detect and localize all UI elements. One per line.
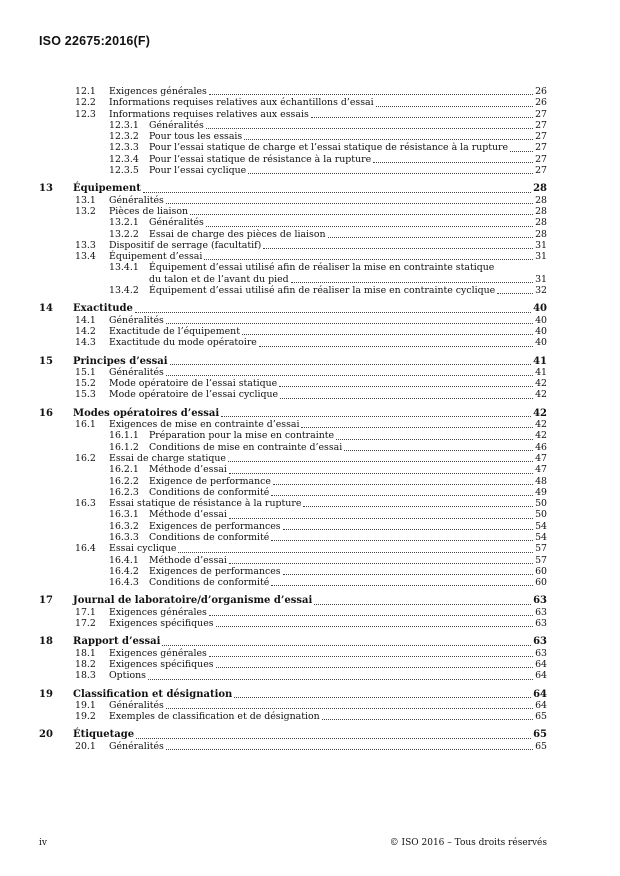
toc-entry[interactable]: [39, 285, 547, 296]
dot-leader: [279, 386, 533, 387]
toc-entry[interactable]: [39, 378, 547, 389]
toc-entry-page: 42: [535, 430, 547, 442]
toc-entry[interactable]: [39, 636, 547, 647]
toc-entry[interactable]: [39, 521, 547, 532]
toc-entry-number: 17: [39, 595, 53, 607]
document-code: ISO 22675:2016(F): [39, 34, 151, 48]
dot-leader: [209, 615, 533, 616]
toc-entry-title: Méthode d’essai: [149, 464, 227, 476]
toc-entry-title: Informations requises relatives aux essais: [109, 108, 309, 120]
toc-entry-number: 13.4.1: [109, 262, 139, 274]
toc-entry[interactable]: [39, 659, 547, 670]
toc-entry[interactable]: [39, 389, 547, 400]
toc-entry[interactable]: [39, 183, 547, 194]
toc-entry[interactable]: [39, 251, 547, 262]
dot-leader: [221, 416, 531, 417]
toc-entry-title: Méthode d’essai: [149, 554, 227, 566]
toc-entry-number: 16.3: [75, 498, 96, 510]
toc-entry-title: Options: [109, 670, 146, 682]
toc-entry[interactable]: [39, 498, 547, 509]
toc-entry[interactable]: [39, 453, 547, 464]
toc-entry[interactable]: [39, 262, 547, 273]
toc-entry-number: 15.3: [75, 389, 96, 401]
dot-leader: [291, 282, 533, 283]
toc-entry-continuation[interactable]: [39, 274, 547, 285]
toc-entry[interactable]: [39, 670, 547, 681]
toc-entry-title: Équipement d’essai: [109, 251, 203, 263]
dot-leader: [242, 334, 533, 335]
dot-leader: [216, 626, 533, 627]
dot-leader: [271, 540, 533, 541]
dot-leader: [344, 450, 533, 451]
toc-entry-page: 57: [535, 554, 547, 566]
toc-entry-title: Méthode d’essai: [149, 509, 227, 521]
toc-entry-page: 47: [535, 464, 547, 476]
dot-leader: [206, 128, 533, 129]
toc-entry[interactable]: [39, 240, 547, 251]
toc-entry[interactable]: [39, 648, 547, 659]
toc-entry-title: Exactitude du mode opératoire: [109, 337, 257, 349]
dot-leader: [376, 106, 533, 107]
dot-leader: [280, 398, 533, 399]
toc-entry-title: Généralités: [109, 366, 164, 378]
toc-entry-number: 18.2: [75, 658, 96, 670]
toc-entry-page: 63: [533, 636, 547, 648]
toc-entry[interactable]: [39, 97, 547, 108]
toc-entry-title: Exigence de performance: [149, 475, 271, 487]
toc-entry-number: 13: [39, 183, 53, 195]
toc-entry-number: 18: [39, 636, 53, 648]
toc-entry-page: 27: [535, 131, 547, 143]
toc-entry[interactable]: [39, 86, 547, 97]
dot-leader: [166, 749, 533, 750]
dot-leader: [209, 94, 533, 95]
toc-entry-number: 16.3.1: [109, 509, 139, 521]
toc-entry-page: 27: [535, 153, 547, 165]
toc-entry[interactable]: [39, 689, 547, 700]
toc-entry-page: 63: [535, 606, 547, 618]
toc-entry-title: Pour l’essai statique de résistance à la rupture: [149, 153, 372, 165]
dot-leader: [166, 203, 533, 204]
toc-entry-number: 15.2: [75, 378, 96, 390]
toc-entry-title: Généralités: [109, 194, 164, 206]
toc-entry-title: Journal de laboratoire/d’organisme d’essai: [73, 595, 313, 607]
toc-entry-title: Classification et désignation: [73, 688, 233, 700]
toc-entry-number: 13.4: [75, 251, 96, 263]
toc-entry-title: Généralités: [109, 699, 164, 711]
toc-entry-page: 64: [535, 670, 547, 682]
toc-entry-title: Équipement d’essai utilisé afin de réaliser la mise en contrainte cyclique: [149, 285, 496, 297]
toc-entry-number: 13.1: [75, 194, 96, 206]
toc-entry-page: 54: [535, 531, 547, 543]
toc-entry-title: Exigences spécifiques: [109, 658, 214, 670]
toc-entry-title: Essai de charge des pièces de liaison: [149, 228, 326, 240]
dot-leader: [244, 139, 533, 140]
toc-entry-page: 27: [535, 142, 547, 154]
toc-entry-title: Exactitude de l’équipement: [109, 325, 240, 337]
toc-entry-title: Exigences de performances: [149, 565, 281, 577]
toc-entry[interactable]: [39, 430, 547, 441]
dot-leader: [510, 151, 533, 152]
toc-entry-title: Pour l’essai cyclique: [149, 165, 247, 177]
toc-entry-title: Conditions de conformité: [149, 486, 270, 498]
toc-entry[interactable]: [39, 109, 547, 120]
dot-leader: [216, 667, 533, 668]
toc-entry-title: Exigences générales: [109, 647, 207, 659]
toc-entry-page: 27: [535, 119, 547, 131]
toc-entry[interactable]: [39, 195, 547, 206]
toc-entry-number: 16.4.1: [109, 554, 139, 566]
toc-entry-page: 31: [535, 273, 547, 285]
dot-leader: [314, 604, 531, 605]
toc-entry-title: Exemples de classification et de désignation: [109, 711, 320, 723]
dot-leader: [166, 375, 533, 376]
toc-entry-title: Exigences de mise en contrainte d’essai: [109, 419, 300, 431]
toc-entry[interactable]: [39, 476, 547, 487]
toc-entry[interactable]: [39, 543, 547, 554]
dot-leader: [228, 461, 533, 462]
toc-entry-number: 16.4.3: [109, 577, 139, 589]
toc-entry[interactable]: [39, 618, 547, 629]
toc-entry[interactable]: [39, 206, 547, 217]
toc-entry-number: 16.3.3: [109, 531, 139, 543]
toc-entry-title: Généralités: [109, 314, 164, 326]
toc-entry[interactable]: [39, 315, 547, 326]
toc-entry[interactable]: [39, 711, 547, 722]
toc-entry-number: 12.3: [75, 108, 96, 120]
toc-entry-page: 31: [535, 239, 547, 251]
page-number: iv: [39, 838, 47, 848]
toc-entry[interactable]: [39, 367, 547, 378]
toc-entry-number: 14.1: [75, 314, 96, 326]
toc-entry-number: 17.2: [75, 618, 96, 630]
toc-entry-number: 14.2: [75, 325, 96, 337]
toc-entry[interactable]: [39, 356, 547, 367]
toc-entry-page: 65: [535, 740, 547, 752]
toc-entry[interactable]: [39, 700, 547, 711]
dot-leader: [166, 323, 533, 324]
toc-entry-page: 41: [535, 366, 547, 378]
toc-entry-title: Généralités: [109, 740, 164, 752]
dot-leader: [497, 293, 533, 294]
dot-leader: [135, 312, 531, 313]
toc-entry-number: 12.3.1: [109, 119, 139, 131]
toc-entry-title: Exigences générales: [109, 606, 207, 618]
toc-entry-title: Exigences générales: [109, 86, 207, 97]
toc-entry-title: Préparation pour la mise en contrainte: [149, 430, 335, 442]
toc-entry-page: 50: [535, 498, 547, 510]
toc-entry-title: Mode opératoire de l’essai cyclique: [109, 389, 279, 401]
dot-leader: [178, 552, 533, 553]
dot-leader: [136, 738, 531, 739]
toc-entry-title: Rapport d’essai: [73, 636, 161, 648]
toc-entry-title: Étiquetage: [73, 729, 135, 741]
toc-entry-page: 42: [535, 378, 547, 390]
dot-leader: [311, 117, 533, 118]
toc-entry-number: 16.1.1: [109, 430, 139, 442]
toc-entry-number: 20.1: [75, 740, 96, 752]
toc-entry-page: 28: [535, 194, 547, 206]
toc-entry-title: Conditions de conformité: [149, 577, 270, 589]
toc-entry[interactable]: [39, 532, 547, 543]
toc-entry[interactable]: [39, 303, 547, 314]
toc-entry-page: 63: [535, 647, 547, 659]
toc-entry-number: 19.1: [75, 699, 96, 711]
toc-entry-number: 14.3: [75, 337, 96, 349]
toc-entry[interactable]: [39, 229, 547, 240]
dot-leader: [234, 697, 531, 698]
toc-entry-page: 42: [535, 389, 547, 401]
toc-entry[interactable]: [39, 741, 547, 752]
toc-entry[interactable]: [39, 607, 547, 618]
toc-entry[interactable]: [39, 729, 547, 740]
dot-leader: [263, 248, 533, 249]
toc-entry[interactable]: [39, 337, 547, 348]
dot-leader: [301, 427, 533, 428]
toc-entry-number: 16.2: [75, 452, 96, 464]
toc-entry-title-continued: du talon et de l’avant du pied: [149, 273, 289, 285]
toc-entry-number: 16.1.2: [109, 441, 139, 453]
dot-leader: [248, 173, 533, 174]
toc-entry-number: 18.1: [75, 647, 96, 659]
toc-entry-title: Conditions de mise en contrainte d’essai: [149, 441, 343, 453]
toc-entry[interactable]: [39, 555, 547, 566]
toc-entry-page: 40: [533, 303, 547, 315]
toc-entry-number: 18.3: [75, 670, 96, 682]
dot-leader: [229, 563, 533, 564]
toc-entry-title: Pour tous les essais: [149, 131, 243, 143]
toc-entry-page: 48: [535, 475, 547, 487]
toc-entry-number: 13.2: [75, 205, 96, 217]
toc-entry-page: 64: [533, 688, 547, 700]
toc-entry-number: 17.1: [75, 606, 96, 618]
toc-entry-title: Dispositif de serrage (facultatif): [109, 239, 262, 251]
toc-entry-page: 42: [535, 419, 547, 431]
dot-leader: [336, 439, 533, 440]
toc-entry[interactable]: [39, 419, 547, 430]
toc-entry[interactable]: [39, 442, 547, 453]
dot-leader: [229, 518, 533, 519]
toc-entry-title: Pièces de liaison: [109, 205, 189, 217]
toc-entry-title: Essai cyclique: [109, 543, 177, 555]
toc-entry[interactable]: [39, 464, 547, 475]
toc-entry-number: 19.2: [75, 711, 96, 723]
toc-entry-number: 16.4.2: [109, 565, 139, 577]
toc-entry-title: Exigences de performances: [149, 520, 281, 532]
toc-entry[interactable]: [39, 142, 547, 153]
dot-leader: [259, 346, 533, 347]
toc-entry-title: Pour l’essai statique de charge et l’essai statique de résistance à la rupture: [149, 142, 509, 154]
toc-entry-title: Conditions de conformité: [149, 531, 270, 543]
toc-entry-number: 16.2.3: [109, 486, 139, 498]
copyright-notice: © ISO 2016 – Tous droits réservés: [389, 838, 547, 848]
toc-entry-page: 65: [535, 711, 547, 723]
toc-entry-page: 31: [535, 251, 547, 263]
dot-leader: [303, 506, 533, 507]
toc-entry[interactable]: [39, 577, 547, 588]
toc-entry[interactable]: [39, 566, 547, 577]
toc-entry-number: 16.4: [75, 543, 96, 555]
toc-entry-page: 64: [535, 658, 547, 670]
dot-leader: [170, 364, 531, 365]
dot-leader: [206, 226, 533, 227]
toc-entry-page: 63: [533, 595, 547, 607]
toc-entry[interactable]: [39, 165, 547, 176]
toc-entry-page: 47: [535, 452, 547, 464]
toc-entry-page: 54: [535, 520, 547, 532]
dot-leader: [148, 679, 533, 680]
toc-entry-number: 15.1: [75, 366, 96, 378]
toc-entry-number: 20: [39, 729, 53, 741]
toc-entry[interactable]: [39, 487, 547, 498]
toc-entry[interactable]: [39, 154, 547, 165]
toc-entry-title: Informations requises relatives aux échantillons d’essai: [109, 97, 374, 109]
toc-entry-page: 57: [535, 543, 547, 555]
toc-entry-number: 12.1: [75, 86, 96, 97]
toc-entry-title: Principes d’essai: [73, 355, 168, 367]
dot-leader: [283, 574, 533, 575]
toc-entry-page: 28: [535, 217, 547, 229]
toc-entry-page: 27: [535, 165, 547, 177]
toc-entry-page: 27: [535, 108, 547, 120]
toc-entry-number: 12.3.4: [109, 153, 139, 165]
toc-entry[interactable]: [39, 326, 547, 337]
toc-entry-page: 28: [535, 228, 547, 240]
toc-entry-number: 16.1: [75, 419, 96, 431]
toc-entry-page: 32: [535, 285, 547, 297]
toc-entry-number: 19: [39, 688, 53, 700]
toc-entry-page: 40: [535, 325, 547, 337]
toc-entry-number: 14: [39, 303, 53, 315]
toc-entry-page: 60: [535, 577, 547, 589]
toc-entry-page: 28: [533, 183, 547, 195]
toc-entry[interactable]: [39, 131, 547, 142]
dot-leader: [229, 473, 533, 474]
toc-entry-page: 46: [535, 441, 547, 453]
toc-entry-title: Essai de charge statique: [109, 452, 226, 464]
toc-entry-title: Exigences spécifiques: [109, 618, 214, 630]
table-of-contents: [39, 86, 547, 752]
toc-entry-number: 12.3.3: [109, 142, 139, 154]
dot-leader: [322, 719, 533, 720]
toc-entry-page: 26: [535, 97, 547, 109]
toc-entry-page: 60: [535, 565, 547, 577]
toc-entry-title: Équipement d’essai utilisé afin de réaliser la mise en contrainte statique: [149, 262, 495, 274]
toc-entry-number: 15: [39, 355, 53, 367]
toc-entry[interactable]: [39, 408, 547, 419]
dot-leader: [271, 585, 533, 586]
toc-entry-number: 12.3.5: [109, 165, 139, 177]
dot-leader: [273, 484, 533, 485]
toc-entry-page: 49: [535, 486, 547, 498]
toc-entry-number: 16.2.2: [109, 475, 139, 487]
toc-entry-title: Équipement: [73, 183, 141, 195]
toc-entry-title: Exactitude: [73, 303, 133, 315]
toc-entry-page: 40: [535, 337, 547, 349]
dot-leader: [328, 237, 533, 238]
toc-entry-number: 12.3.2: [109, 131, 139, 143]
toc-entry-page: 65: [533, 729, 547, 741]
toc-entry-page: 63: [535, 618, 547, 630]
toc-entry-page: 40: [535, 314, 547, 326]
toc-entry-number: 16: [39, 407, 53, 419]
toc-entry-number: 16.3.2: [109, 520, 139, 532]
dot-leader: [190, 214, 533, 215]
dot-leader: [204, 259, 533, 260]
toc-entry-page: 41: [533, 355, 547, 367]
dot-leader: [283, 529, 533, 530]
toc-entry-page: 42: [533, 407, 547, 419]
toc-entry-number: 12.2: [75, 97, 96, 109]
toc-entry-number: 13.2.1: [109, 217, 139, 229]
toc-entry-title: Généralités: [149, 119, 204, 131]
dot-leader: [271, 495, 533, 496]
toc-entry-title: Mode opératoire de l’essai statique: [109, 378, 278, 390]
dot-leader: [166, 708, 533, 709]
toc-entry[interactable]: [39, 509, 547, 520]
toc-entry-title: Généralités: [149, 217, 204, 229]
toc-entry[interactable]: [39, 595, 547, 606]
toc-entry-title: Essai statique de résistance à la rupture: [109, 498, 302, 510]
toc-entry-page: 26: [535, 86, 547, 97]
toc-entry-title: Modes opératoires d’essai: [73, 407, 220, 419]
dot-leader: [209, 656, 533, 657]
toc-entry[interactable]: [39, 120, 547, 131]
toc-entry-page: 28: [535, 205, 547, 217]
toc-entry[interactable]: [39, 217, 547, 228]
dot-leader: [162, 645, 531, 646]
dot-leader: [143, 192, 531, 193]
toc-entry-number: 16.2.1: [109, 464, 139, 476]
toc-entry-page: 50: [535, 509, 547, 521]
dot-leader: [373, 162, 533, 163]
toc-entry-page: 64: [535, 699, 547, 711]
toc-entry-number: 13.3: [75, 239, 96, 251]
toc-entry-number: 13.2.2: [109, 228, 139, 240]
toc-entry-number: 13.4.2: [109, 285, 139, 297]
